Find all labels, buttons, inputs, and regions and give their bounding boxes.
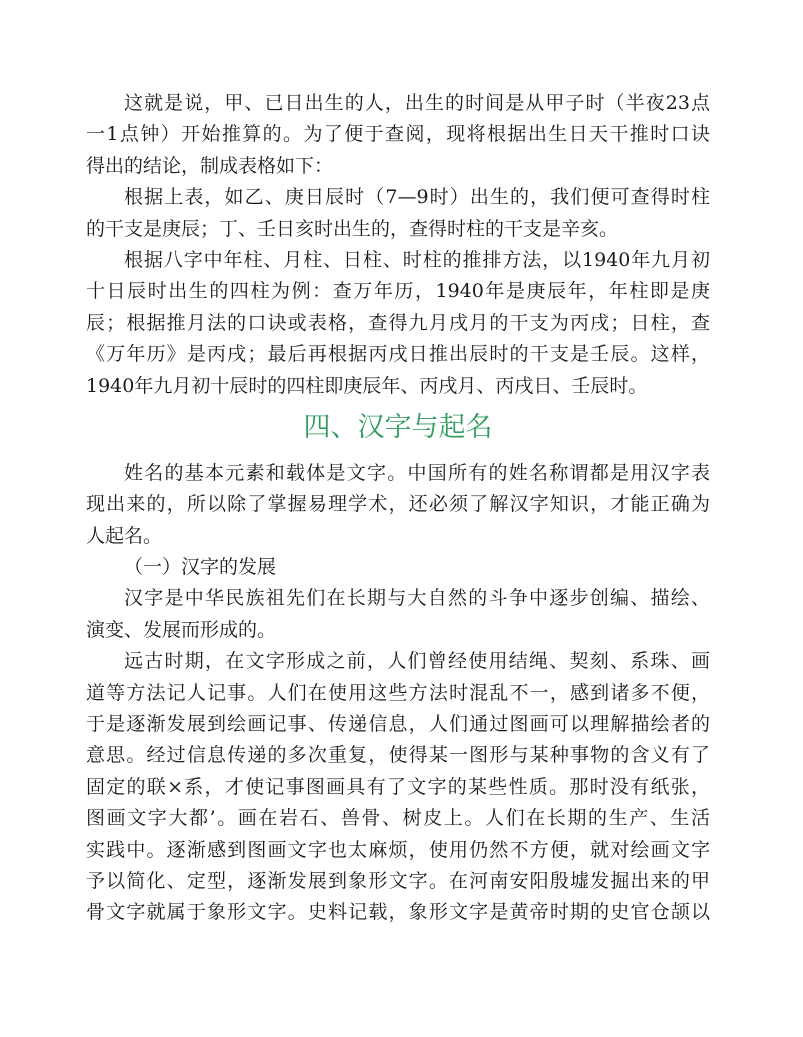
text-line: 道等方法记人记事。人们在使用这些方法时混乱不一，感到诸多不便，	[86, 681, 710, 704]
text-line: 根据上表，如乙、庚日辰时（7—9时）出生的，我们便可查得时柱	[124, 186, 710, 209]
text-line: 这就是说，甲、已日出生的人，出生的时间是从甲子时（半夜23点	[124, 92, 710, 114]
text-line: 意思。经过信息传递的多次重复，使得某一图形与某种事物的含义有了	[86, 744, 710, 767]
text-line: 辰；根据推月法的口诀或表格，查得九月戌月的干支为丙戌；日柱，查	[86, 311, 710, 334]
text-line: 的干支是庚辰；丁、壬日亥时出生的，查得时柱的干支是辛亥。	[86, 217, 619, 240]
text-line: 固定的联×系，才使记事图画具有了文字的某些性质。那时没有纸张，	[86, 775, 710, 798]
text-line: 骨文字就属于象形文字。史料记载，象形文字是黄帝时期的史官仓颉以	[86, 901, 710, 924]
paragraph	[86, 182, 710, 245]
text-line: 《万年历》是丙戌；最后再根据丙戌日推出辰时的干支是壬辰。这样，	[86, 343, 710, 366]
text-line: 演变、发展而形成的。	[86, 618, 277, 641]
text-line: 人起名。	[86, 524, 163, 547]
paragraph	[86, 646, 710, 929]
paragraph	[86, 245, 710, 402]
text-line: 一1点钟）开始推算的。为了便于查阅，现将根据出生日天干推时口诀	[86, 123, 710, 146]
text-line: 于是逐渐发展到绘画记事、传递信息，人们通过图画可以理解描绘者的	[86, 713, 710, 736]
text-line: 予以简化、定型，逐渐发展到象形文字。在河南安阳殷墟发掘出来的甲	[86, 869, 710, 892]
text-line: 图画文字大都’。画在岩石、兽骨、树皮上。人们在长期的生产、生活	[86, 807, 710, 830]
document-page	[86, 88, 710, 929]
section-heading: 四、汉字与起名	[303, 411, 493, 443]
paragraph	[86, 458, 710, 552]
paragraph	[86, 583, 710, 646]
text-line: 姓名的基本元素和载体是文字。中国所有的姓名称谓都是用汉字表	[124, 461, 710, 484]
text-line: 远古时期，在文字形成之前，人们曾经使用结绳、契刻、系珠、画	[124, 650, 710, 673]
text-line: 汉字是中华民族祖先们在长期与大自然的斗争中逐步创编、描绘、	[124, 587, 710, 610]
paragraph	[86, 88, 710, 182]
text-line: 得出的结论，制成表格如下：	[86, 154, 334, 177]
subsection-heading: （一）汉字的发展	[124, 556, 277, 579]
text-line: 十日辰时出生的四柱为例：查万年历，1940年是庚辰年，年柱即是庚	[86, 280, 710, 303]
text-line: 现出来的，所以除了掌握易理学术，还必须了解汉字知识，才能正确为	[86, 493, 710, 516]
text-line: 根据八字中年柱、月柱、日柱、时柱的推排方法，以1940年九月初	[124, 248, 710, 271]
text-line: 实践中。逐渐感到图画文字也太麻烦，使用仍然不方便，就对绘画文字	[86, 838, 710, 861]
text-line: 1940年九月初十辰时的四柱即庚辰年、丙戌月、丙戌日、壬辰时。	[86, 374, 648, 397]
